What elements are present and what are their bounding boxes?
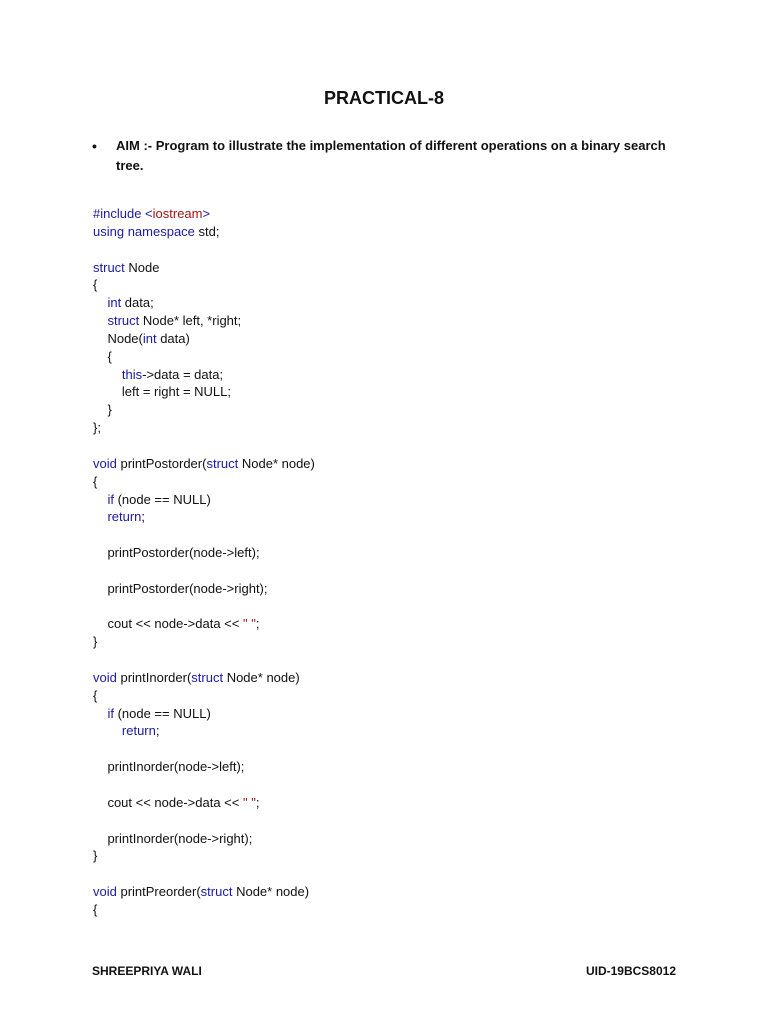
code-text: { xyxy=(93,901,98,917)
code-keyword: void xyxy=(93,455,117,471)
code-text: Node xyxy=(124,259,160,275)
code-text: printInorder(node->right); xyxy=(93,830,253,846)
code-text: cout << node->data << xyxy=(93,616,243,632)
code-line xyxy=(93,223,693,241)
code-line xyxy=(93,847,693,865)
code-line xyxy=(93,491,693,509)
code-text xyxy=(93,706,107,721)
code-line xyxy=(93,401,693,419)
code-text: }; xyxy=(93,420,101,436)
code-text: ; xyxy=(141,509,146,525)
code-line xyxy=(93,830,693,848)
code-line xyxy=(93,633,693,651)
code-keyword: > xyxy=(202,206,211,221)
code-text: ->data = data; xyxy=(142,366,224,382)
code-line xyxy=(93,330,693,348)
code-keyword: void xyxy=(93,884,117,900)
code-text: { xyxy=(93,277,98,293)
code-text: printInorder( xyxy=(116,669,192,685)
code-line xyxy=(93,740,693,758)
code-line xyxy=(93,241,693,259)
code-text xyxy=(93,295,107,310)
bullet-icon: • xyxy=(92,138,97,154)
code-text: Node* left, *right; xyxy=(139,313,242,329)
page-title: PRACTICAL-8 xyxy=(324,88,444,108)
code-line xyxy=(93,259,693,277)
code-line xyxy=(93,598,693,616)
code-line xyxy=(93,758,693,776)
code-line xyxy=(93,651,693,669)
code-text: ; xyxy=(255,616,260,632)
code-line xyxy=(93,776,693,794)
code-line xyxy=(93,562,693,580)
code-keyword: struct xyxy=(200,884,233,900)
code-line xyxy=(93,669,693,687)
code-text xyxy=(93,723,122,738)
code-text: { xyxy=(93,473,98,489)
code-line xyxy=(93,722,693,740)
code-text: ; xyxy=(155,723,160,739)
code-line xyxy=(93,348,693,366)
code-text: } xyxy=(93,402,112,418)
code-line xyxy=(93,419,693,437)
code-keyword: return xyxy=(121,723,156,739)
code-line xyxy=(93,383,693,401)
code-line xyxy=(93,687,693,705)
code-line xyxy=(93,901,693,919)
code-text: printInorder(node->left); xyxy=(93,759,245,775)
code-line xyxy=(93,615,693,633)
code-string: " " xyxy=(242,794,256,810)
code-keyword: struct xyxy=(93,259,125,275)
code-keyword: struct xyxy=(191,669,224,685)
code-text: Node( xyxy=(93,330,143,346)
code-text: Node* node) xyxy=(223,669,300,685)
code-keyword: using namespace xyxy=(93,223,195,239)
code-line xyxy=(93,473,693,491)
code-line xyxy=(93,865,693,883)
code-string: iostream xyxy=(152,206,203,221)
code-line xyxy=(93,366,693,384)
code-line xyxy=(93,812,693,830)
code-keyword: int xyxy=(107,295,122,311)
code-line xyxy=(93,205,693,223)
footer-uid: UID-19BCS8012 xyxy=(585,964,676,978)
code-text: data) xyxy=(156,330,190,346)
code-text xyxy=(93,492,107,507)
code-text: } xyxy=(93,634,98,650)
footer-author: SHREEPRIYA WALI xyxy=(92,964,202,978)
code-text: } xyxy=(93,848,98,864)
code-line xyxy=(93,312,693,330)
code-keyword: void xyxy=(93,669,117,685)
code-string: " " xyxy=(242,616,256,632)
code-text xyxy=(93,509,107,524)
code-text: Node* node) xyxy=(238,455,315,471)
code-keyword: struct xyxy=(107,313,140,329)
code-line xyxy=(93,883,693,901)
code-keyword: struct xyxy=(206,455,239,471)
code-keyword: int xyxy=(142,330,157,346)
code-line xyxy=(93,705,693,723)
code-text: printPostorder(node->left); xyxy=(93,545,260,561)
code-line xyxy=(93,455,693,473)
code-block xyxy=(93,205,693,919)
code-keyword: if xyxy=(107,705,114,721)
code-text: { xyxy=(93,687,98,703)
code-keyword: if xyxy=(107,491,114,507)
code-line xyxy=(93,276,693,294)
code-text: data; xyxy=(121,295,154,311)
code-text: Node* node) xyxy=(232,884,310,900)
code-text: printPostorder( xyxy=(116,455,207,471)
code-line xyxy=(93,508,693,526)
code-keyword: this xyxy=(121,366,143,382)
code-line xyxy=(93,794,693,812)
code-text: (node == NULL) xyxy=(113,491,211,507)
code-line xyxy=(93,526,693,544)
code-text: printPostorder(node->right); xyxy=(93,580,268,596)
code-text: std; xyxy=(194,223,220,239)
code-line xyxy=(93,437,693,455)
code-text: ; xyxy=(255,794,260,810)
aim-bullet-item xyxy=(92,136,672,176)
code-text: cout << node->data << xyxy=(93,794,243,810)
code-text xyxy=(93,367,122,382)
aim-text: AIM :- Program to illustrate the implementation of different operations on a binary search tree. xyxy=(116,138,666,173)
code-text: left = right = NULL; xyxy=(93,384,232,400)
code-text: (node == NULL) xyxy=(113,705,211,721)
code-keyword: return xyxy=(107,509,142,525)
code-line xyxy=(93,544,693,562)
code-line xyxy=(93,294,693,312)
code-text: { xyxy=(93,348,112,364)
code-text: printPreorder( xyxy=(116,884,201,900)
code-line xyxy=(93,580,693,598)
code-text xyxy=(93,313,107,328)
code-keyword: #include < xyxy=(93,206,153,221)
